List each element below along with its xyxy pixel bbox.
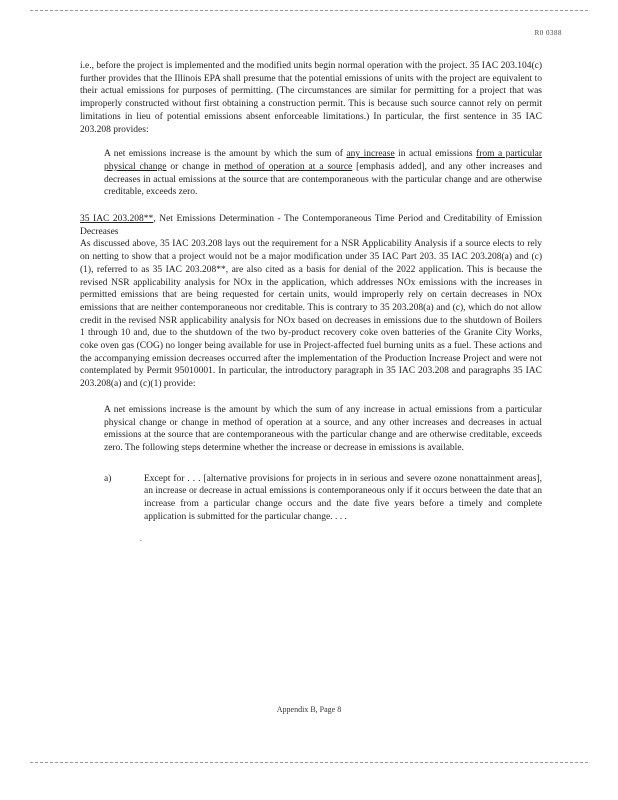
section-heading-ref: 35 IAC 203.208** (80, 214, 154, 225)
page-top-edge (30, 10, 588, 11)
list-item-a-label: a) (104, 473, 112, 484)
trailing-mark: . (140, 534, 142, 543)
section-body: As discussed above, 35 IAC 203.208 lays out the requirement for a NSR Applicability Analysis if a source elects to rely on netting to show that a project would not be a major modification under 35 IAC Part 203. 35 IAC 203.208(a) and (c)(1), referred to as 35 IAC 203.208**, are also cited as a basis for denial of the 2022 application. This is because the revised NSR applicability analysis for NOx in the application, which addresses NOx emissions with the increases in permitted emissions that are being requested for certain units, would improperly rely on certain decreases in NOx emissions that are neither contemporaneous nor creditable. This is contrary to 35 203.208(a) and (c), which do not allow credit in the revised NSR applicability analysis for NOx based on decreases in emissions due to the shutdown of Boilers 1 through 10 and, due to the shutdown of the two by-product recovery coke oven batteries of the Granite City Works, coke oven gas (COG) no longer being available for use in Project-affected fuel burning units as a fuel. These actions and the accompanying emission decreases occurred after the implementation of the Production Increase Project and were not contemplated by Permit 95010001. In particular, the introductory paragraph in 35 IAC 203.208 and paragraphs 35 IAC 203.208(a) and (c)(1) provide: (80, 239, 542, 390)
document-id: R0 0388 (534, 29, 562, 37)
block-quote-1 (104, 148, 542, 199)
list-item-a-text: Except for . . . [alternative provisions for projects in in serious and severe ozone nonattainment areas], an increase or decrease in actual emissions is contemporaneous only if it occurs between the date that an increase from a particular change occurs and the date five years before a timely and complete application is submitted for the particular change. . . . (144, 473, 542, 522)
document-body (80, 60, 542, 542)
section-heading-title: , Net Emissions Determination - The Contemporaneous Time Period and Creditability of Emission Decreases (80, 214, 542, 237)
page-footer: Appendix B, Page 8 (276, 705, 342, 714)
list-item-a (104, 473, 542, 524)
quote1-text-1: A net emissions increase is the amount by which the sum of (104, 149, 347, 160)
quote1-text-4: [emphasis added], and any other increases and decreases in actual emissions at the source that are contemporaneous with the particular change and are otherwise creditable, exceeds zero. (104, 161, 542, 198)
block-quote-2: A net emissions increase is the amount by which the sum of any increase in actual emissions from a particular physical change or change in method of operation at a source, and any other increases and decreases in actual emissions at the source that are contemporaneous with the particular change and are otherwise creditable, exceeds zero. The following steps determine whether the increase or decrease in emissions is available. (104, 404, 542, 453)
quote1-emphasis-2: from a particular physical change (104, 149, 543, 172)
paragraph-intro: i.e., before the project is implemented and the modified units begin normal operation with the project. 35 IAC 203.104(c) further provides that the Illinois EPA shall presume that the potential emissions of units with the project are equivalent to their actual emissions for purposes of permitting. (The circumstances are similar for permitting for a project that was improperly constructed without first obtaining a construction permit. This is because such source cannot rely on permit limitations in lieu of potential emissions absent enforceable limitations.) In particular, the first sentence in 35 IAC 203.208 provides: (80, 61, 542, 135)
quote1-text-3: or change in (166, 161, 225, 172)
quote1-text-2: in actual emissions (394, 149, 477, 160)
quote1-emphasis-1: any increase (346, 149, 395, 160)
quote1-emphasis-3: method of operation at a source (224, 161, 353, 172)
page-bottom-edge (30, 762, 588, 763)
section-heading (80, 213, 542, 238)
